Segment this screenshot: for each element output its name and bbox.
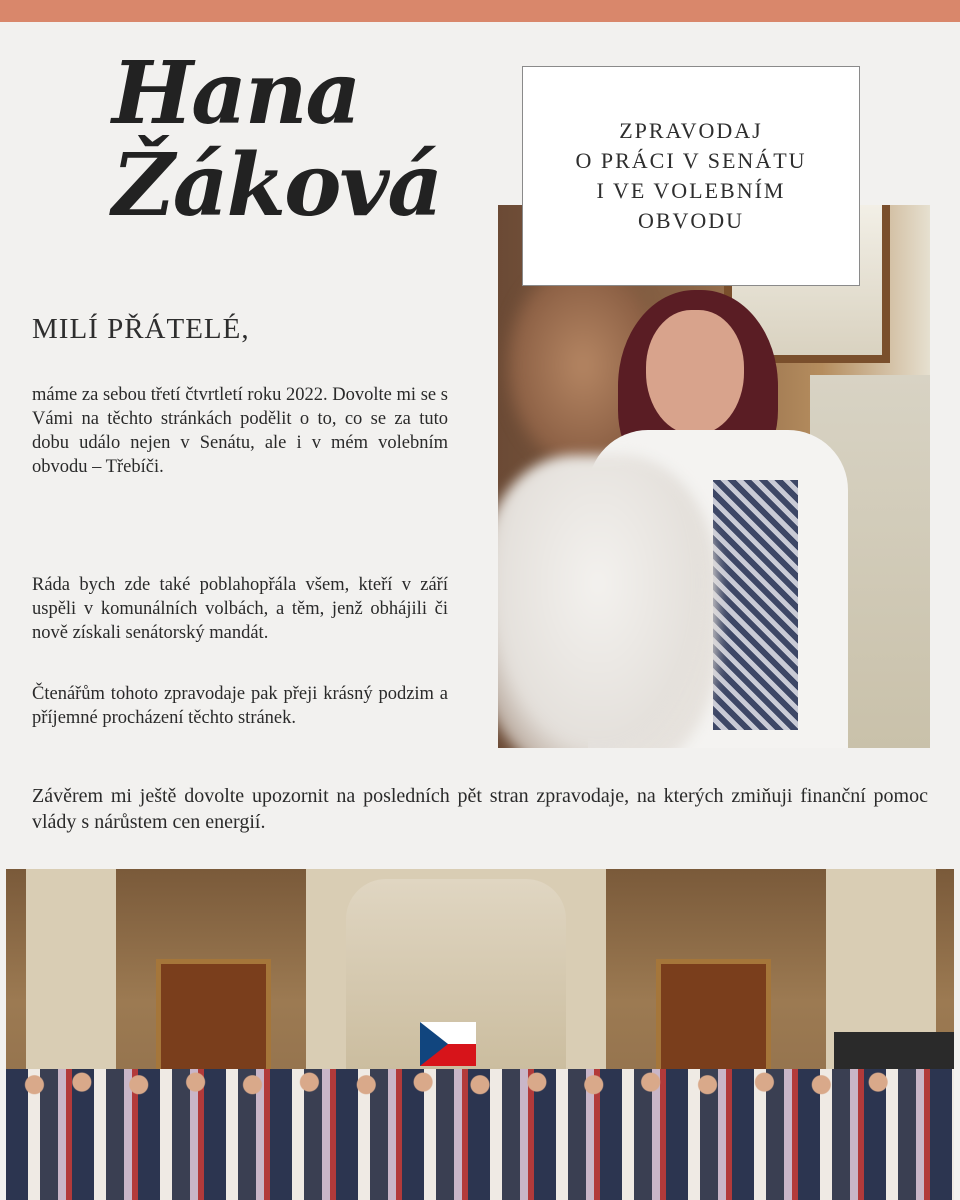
title-line-2: O PRÁCI V SENÁTU xyxy=(575,148,807,173)
title-line-4: OBVODU xyxy=(637,208,745,233)
newsletter-title-box xyxy=(522,66,860,286)
photo-blouse xyxy=(713,480,798,730)
photo-crowd xyxy=(6,1069,954,1200)
czech-flag-icon xyxy=(420,1022,476,1066)
paragraph-wishes: Čtenářům tohoto zpravodaje pak přeji krásný podzim a příjemné procházení těchto stránek. xyxy=(32,684,448,728)
portrait-photo xyxy=(498,205,930,748)
paragraph-congratulations: Ráda bych zde také poblahopřála všem, kteří v září uspěli v komunálních volbách, a těm, jenž obhájili či nově získali senátorský mandát. xyxy=(32,575,448,643)
title-line-3: I VE VOLEBNÍM xyxy=(596,178,786,203)
author-first-name: Hana xyxy=(112,43,360,144)
group-photo xyxy=(6,869,954,1200)
top-accent-bar xyxy=(0,0,960,22)
author-name xyxy=(112,43,442,236)
photo-wall-panel xyxy=(26,869,116,1079)
paragraph-closing: Závěrem mi ještě dovolte upozornit na posledních pět stran zpravodaje, na kterých zmiňuji finanční pomoc vlády s nárůstem cen energií. xyxy=(32,785,928,833)
title-line-1: ZPRAVODAJ xyxy=(619,118,763,143)
paragraph-intro: máme za sebou třetí čtvrtletí roku 2022. Dovolte mi se s Vámi na těchto stránkách podělit o to, co se za tuto dobu událo nejen v Senátu, ale i v mém volebním obvodu – Třebíči. xyxy=(32,385,448,477)
photo-blurred-foreground xyxy=(498,455,718,748)
greeting: MILÍ PŘÁTELÉ, xyxy=(32,313,250,345)
author-last-name: Žáková xyxy=(112,135,442,236)
photo-face xyxy=(646,310,744,435)
